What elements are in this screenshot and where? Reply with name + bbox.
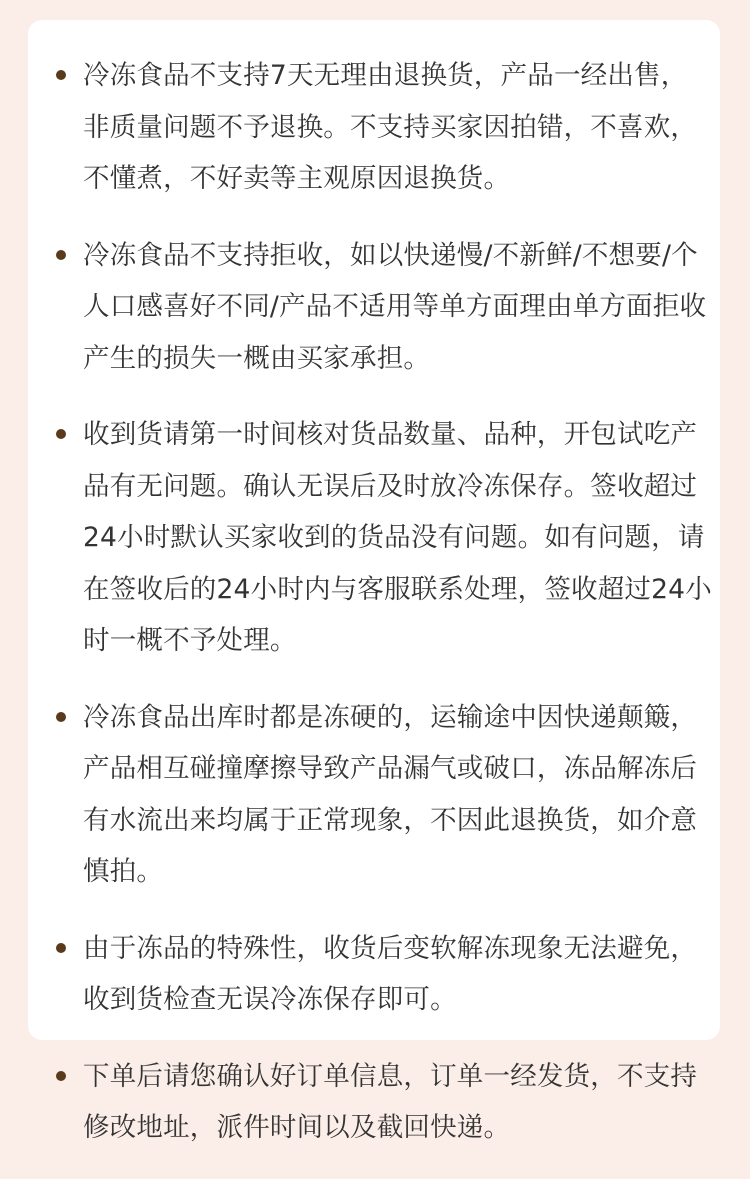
notice-text: 由于冻品的特殊性，收货后变软解冻现象无法避免，收到货检查无误冷冻保存即可。 [83,932,698,1015]
bullet-icon [56,943,66,953]
list-item [28,230,720,385]
list-item [28,409,720,667]
notice-text: 冷冻食品出库时都是冻硬的，运输途中因快递颠簸，产品相互碰撞摩擦导致产品漏气或破口，冻品解冻后有水流出来均属于正常现象，不因此退换货，如介意慎拍。 [83,701,698,887]
bullet-icon [56,429,66,439]
notice-card [28,20,720,1143]
notice-list [28,50,720,1179]
notice-text: 冷冻食品不支持7天无理由退换货，产品一经出售，非质量问题不予退换。不支持买家因拍错，不喜欢，不懂煮，不好卖等主观原因退换货。 [83,60,698,194]
notice-text: 下单后请您确认好订单信息，订单一经发货，不支持修改地址，派件时间以及截回快递。 [83,1060,698,1143]
bullet-icon [56,712,66,722]
list-item [28,1051,720,1154]
notice-text: 冷冻食品不支持拒收，如以快递慢/不新鲜/不想要/个人口感喜好不同/产品不适用等单方面理由单方面拒收产生的损失一概由买家承担。 [83,239,707,374]
bullet-icon [56,70,66,80]
bullet-icon [56,250,66,260]
list-item [28,692,720,898]
notice-text: 收到货请第一时间核对货品数量、品种，开包试吃产品有无问题。确认无误后及时放冷冻保存。签收超过24小时默认买家收到的货品没有问题。如有问题，请在签收后的24小时内与客服联系处理，签收超过24小时一概不予处理。 [83,419,712,656]
bullet-icon [56,1071,66,1081]
list-item [28,923,720,1026]
list-item [28,50,720,205]
